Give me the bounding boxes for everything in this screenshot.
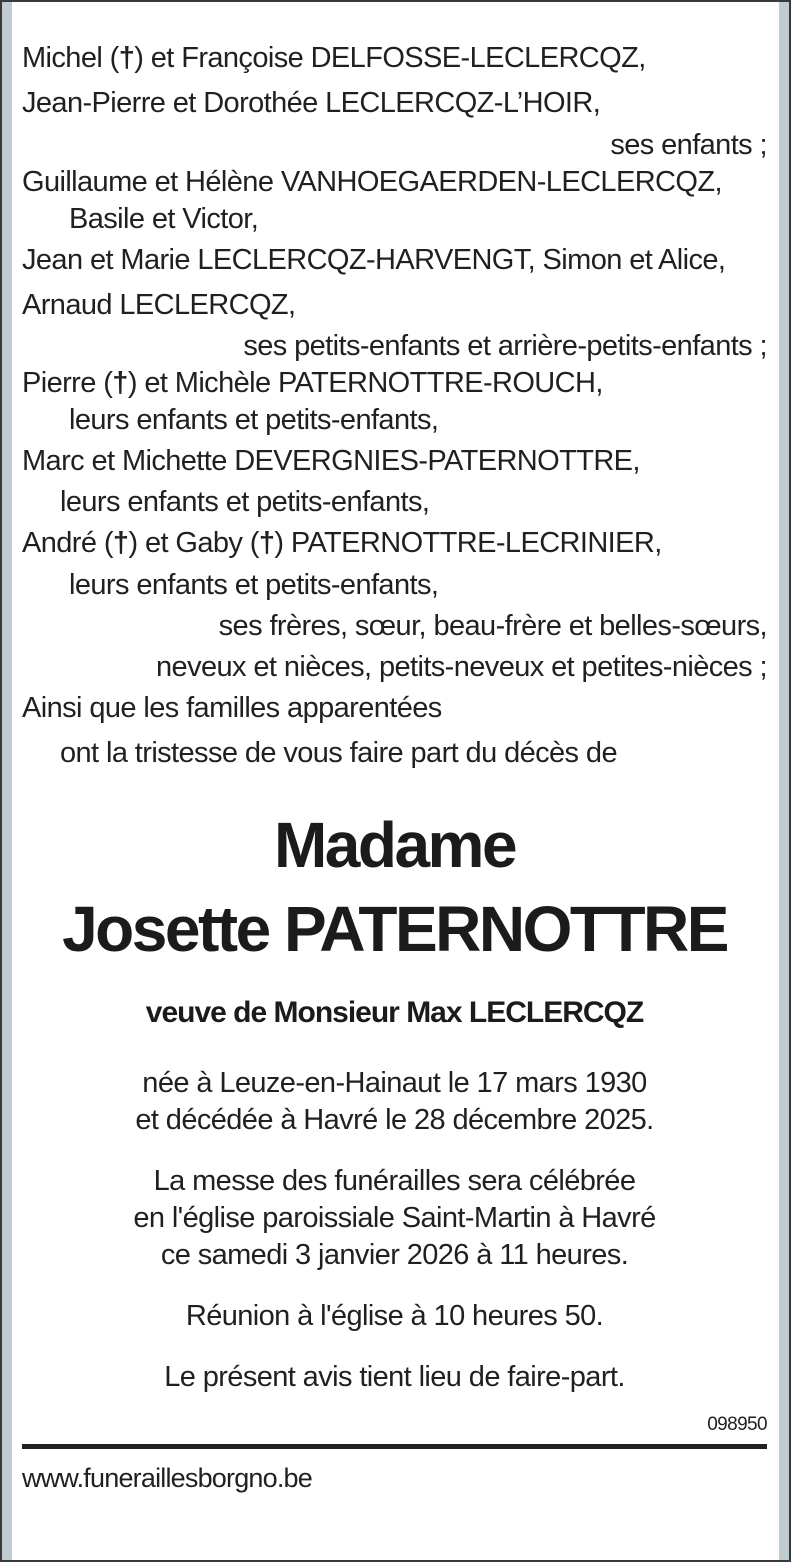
meeting-info: Réunion à l'église à 10 heures 50. [185,1299,604,1332]
ceremony-line: La messe des funérailles sera célébrée [153,1164,636,1197]
text-segment: ) PATERNOTTRE-LECRINIER, [274,527,662,560]
death-line: et décédée à Havré le 28 décembre 2025. [135,1103,654,1136]
announcement-line: ont la tristesse de vous faire part du décès de [60,737,617,770]
deceased-title: Madame [273,808,516,881]
relation-label: ses petits-enfants et arrière-petits-enfants ; [243,330,767,363]
family-line: Guillaume et Hélène VANHOEGAERDEN-LECLERCQZ, [22,165,722,198]
text-segment: ) et Françoise DELFOSSE-LECLERCQZ, [134,42,646,74]
family-line: leurs enfants et petits-enfants, [69,404,439,437]
notice-content [22,36,767,1495]
family-line [22,365,767,402]
relation-label: neveux et nièces, petits-neveux et petites-nièces ; [156,651,767,684]
ceremony-line: ce samedi 3 janvier 2026 à 11 heures. [160,1238,629,1271]
family-line: leurs enfants et petits-enfants, [60,486,430,519]
latin-cross-icon: † [258,527,275,560]
relation-label: ses frères, sœur, beau-frère et belles-sœurs, [218,609,767,642]
website-link[interactable]: www.funeraillesborgno.be [22,1462,312,1493]
family-line: Arnaud LECLERCQZ, [22,288,296,321]
divider-rule [22,1444,767,1449]
text-segment: ) et Gaby ( [128,527,259,560]
deceased-name: Josette PATERNOTTRE [62,892,727,965]
deceased-block [22,803,767,1033]
latin-cross-icon: † [118,42,135,74]
family-line [22,36,767,81]
widow-of-line: veuve de Monsieur Max LECLERCQZ [145,995,644,1029]
birth-death-info [22,1065,767,1139]
family-line [22,521,767,566]
closing-note: Le présent avis tient lieu de faire-part. [164,1360,625,1393]
family-line: Basile et Victor, [69,202,259,235]
text-segment: André ( [22,527,113,560]
notice-paper [12,2,779,1560]
ceremony-line: en l'église paroissiale Saint-Martin à Havré [133,1201,656,1234]
reference-number: 098950 [707,1413,767,1435]
family-line: leurs enfants et petits-enfants, [69,568,439,601]
latin-cross-icon: † [112,527,129,560]
family-line: Marc et Michette DEVERGNIES-PATERNOTTRE, [22,445,640,478]
text-segment: ) et Michèle PATERNOTTRE-ROUCH, [127,367,603,400]
relation-label: ses enfants ; [610,128,767,161]
text-segment: Michel ( [22,42,119,74]
family-list [22,36,767,777]
birth-line: née à Leuze-en-Hainaut le 17 mars 1930 [142,1066,647,1099]
family-line: Jean-Pierre et Dorothée LECLERCQZ-L’HOIR, [22,87,601,120]
latin-cross-icon: † [112,367,128,400]
family-line: Ainsi que les familles apparentées [22,692,442,725]
ceremony-info [22,1163,767,1274]
text-segment: Pierre ( [22,367,113,400]
family-line: Jean et Marie LECLERCQZ-HARVENGT, Simon et Alice, [22,243,726,276]
